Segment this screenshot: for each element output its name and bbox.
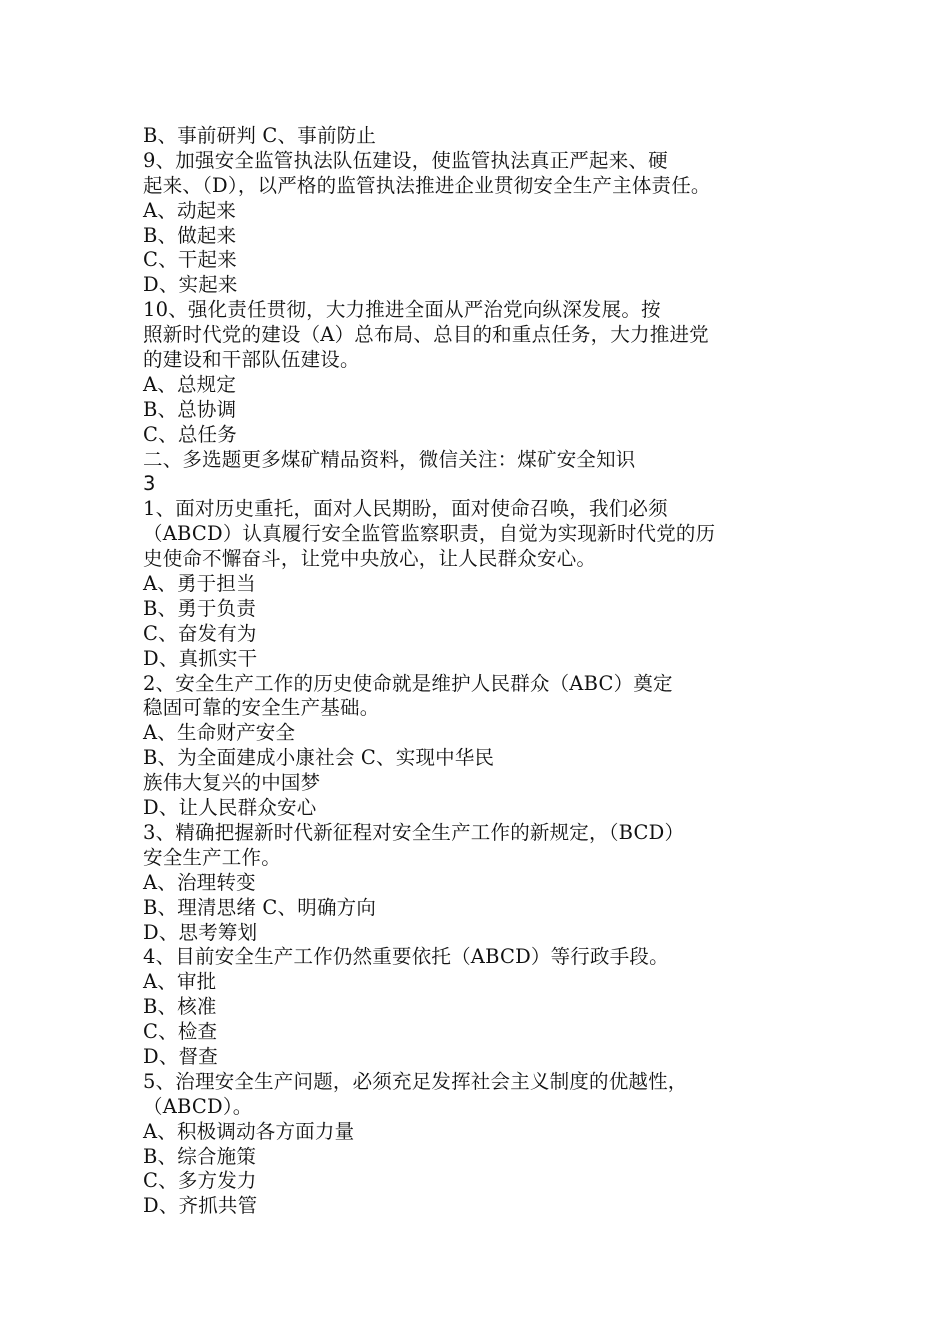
question-2-stem: 稳固可靠的安全生产基础。	[143, 696, 380, 720]
section-heading: 二、多选题更多煤矿精品资料，微信关注：煤矿安全知识	[143, 447, 636, 471]
question-9-stem: 9、加强安全监管执法队伍建设，使监管执法真正严起来、硬	[143, 148, 668, 172]
option-line: A、动起来	[143, 198, 237, 222]
question-3-stem: 安全生产工作。	[143, 845, 281, 869]
option-line: 族伟大复兴的中国梦	[143, 771, 321, 795]
option-line: C、多方发力	[143, 1169, 257, 1193]
option-line: D、真抓实干	[143, 646, 258, 670]
option-line: D、实起来	[143, 273, 238, 297]
question-10-stem: 的建设和干部队伍建设。	[143, 348, 360, 372]
question-5-stem: 5、治理安全生产问题，必须充足发挥社会主义制度的优越性，	[143, 1069, 688, 1093]
option-line: B、做起来	[143, 223, 237, 247]
option-line: D、督查	[143, 1044, 218, 1068]
option-line: C、干起来	[143, 248, 237, 272]
question-3-stem: 3、精确把握新时代新征程对安全生产工作的新规定，（BCD）	[143, 820, 685, 844]
option-line: A、审批	[143, 970, 217, 994]
question-1-stem: （ABCD）认真履行安全监管监察职责，自觉为实现新时代党的历	[143, 522, 716, 546]
option-line: D、思考筹划	[143, 920, 258, 944]
question-1-stem: 1、面对历史重托，面对人民期盼，面对使命召唤，我们必须	[143, 497, 668, 521]
option-line: A、积极调动各方面力量	[143, 1119, 355, 1143]
question-2-stem: 2、安全生产工作的历史使命就是维护人民群众（ABC）奠定	[143, 671, 673, 695]
question-10-stem: 照新时代党的建设（A）总布局、总目的和重点任务，大力推进党	[143, 323, 709, 347]
option-line: B、理清思绪 C、明确方向	[143, 895, 377, 919]
page-number-text: 3	[143, 472, 156, 496]
question-1-stem: 史使命不懈奋斗，让党中央放心，让人民群众安心。	[143, 547, 597, 571]
option-line: C、检查	[143, 1020, 218, 1044]
question-4-stem: 4、目前安全生产工作仍然重要依托（ABCD）等行政手段。	[143, 945, 669, 969]
option-line: A、勇于担当	[143, 572, 256, 596]
option-line: D、让人民群众安心	[143, 796, 317, 820]
option-line: A、总规定	[143, 372, 237, 396]
option-line: B、核准	[143, 995, 217, 1019]
option-line: B、综合施策	[143, 1144, 257, 1168]
option-line: B、勇于负责	[143, 596, 257, 620]
option-line: B、为全面建成小康社会 C、实现中华民	[143, 746, 495, 770]
document-body	[143, 124, 843, 1219]
option-line: C、总任务	[143, 422, 237, 446]
question-10-stem: 10、强化责任贯彻，大力推进全面从严治党向纵深发展。按	[143, 298, 661, 322]
option-line: D、齐抓共管	[143, 1194, 258, 1218]
option-line: B、总协调	[143, 397, 237, 421]
option-line: A、生命财产安全	[143, 721, 296, 745]
question-9-stem: 起来、（D），以严格的监管执法推进企业贯彻安全生产主体责任。	[143, 173, 711, 197]
option-line: A、治理转变	[143, 870, 256, 894]
question-5-stem: （ABCD）。	[143, 1094, 253, 1118]
option-line: C、奋发有为	[143, 621, 257, 645]
text-line: B、事前研判 C、事前防止	[143, 124, 377, 147]
